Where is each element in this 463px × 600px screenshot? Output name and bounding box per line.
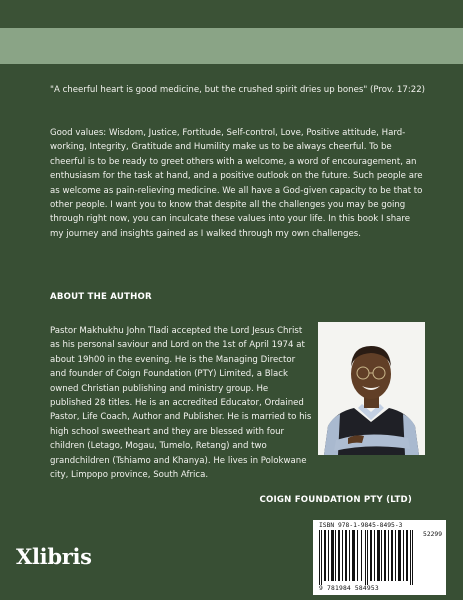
publisher-name: COIGN FOUNDATION PTY (LTD) (259, 495, 412, 505)
light-green-band (0, 28, 463, 64)
about-author-heading: ABOUT THE AUTHOR (50, 292, 152, 302)
author-bio: Pastor Makhukhu John Tladi accepted the Lord Jesus Christ as his personal saviour and Lord on the 1st of April 1974 at about 19h00 in the evening. He is the Managing Director and founder of Coign Foundation (PTY) Limited, a Black owned Christian publishing and ministry group. He published 28 titles. He is an accredited Educator, Ordained Pastor, Life Coach, Author and Publisher. He is married to his high school sweetheart and they are blessed with four children (Letago, Mogau, Tumelo, Retang) and two grandchildren (Tshiamo and Khanya). He lives in Polokwane city, Limpopo province, South Africa. (50, 326, 312, 481)
isbn-barcode (313, 520, 446, 595)
xlibris-logo: Xlibris (16, 544, 92, 569)
author-photo (318, 322, 425, 455)
top-band (0, 0, 463, 28)
ean-digits: 9 781984 584953 (319, 585, 379, 592)
isbn-text: ISBN 978-1-9845-8495-3 (319, 522, 403, 529)
scripture-quote: "A cheerful heart is good medicine, but the crushed spirit dries up bones" (Prov. 17:22) (50, 85, 426, 95)
values-paragraph: Good values: Wisdom, Justice, Fortitude, Self-control, Love, Positive attitude, Hard-working, Integrity, Gratitude and Humility make us to be always cheerful. To be cheerful is to be ready to greet others with a welcome, a word of encouragement, an enthusiasm for the task at hand, and a positive outlook on the future. Such people are as welcome as pain-relieving medicine. We all have a God-given capacity to be that to other people. I want you to know that despite all the challenges you may be going through right now, you can inculcate these values into your life. In this book I share my journey and insights gained as I walked through my own challenges. (50, 128, 423, 239)
author-portrait-illustration (318, 322, 425, 455)
barcode-bars (319, 530, 414, 585)
price-code: 52299 (423, 531, 442, 538)
